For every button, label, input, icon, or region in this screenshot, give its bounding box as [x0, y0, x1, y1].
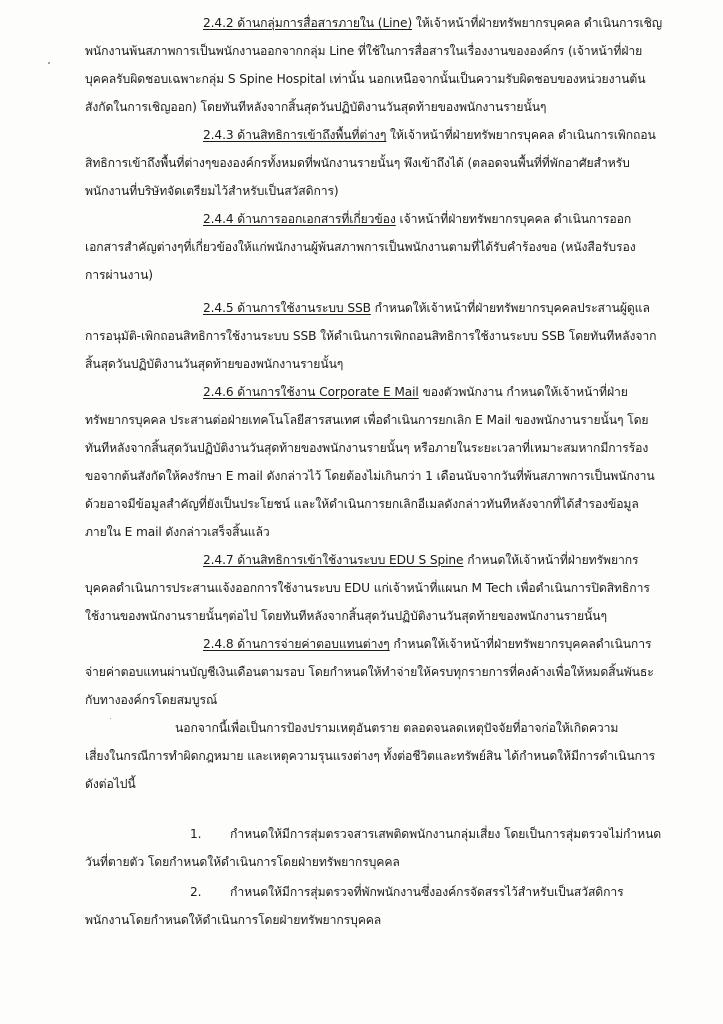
paragraph-line: ภายใน E mail ดังกล่าวเสร็จสิ้นแล้ว: [85, 525, 270, 539]
paragraph-line: ใช้งานของพนักงานรายนั้นๆต่อไป โดยทันทีหลังจากสิ้นสุดวันปฏิบัติงานวันสุดท้ายของพนักงานรายนั้นๆ: [85, 609, 607, 623]
section-text: กำหนดให้เจ้าหน้าที่ฝ่ายทรัพยากร: [463, 553, 639, 567]
section-text: กำหนดให้เจ้าหน้าที่ฝ่ายทรัพยากรบุคคลประสานผู้ดูแล: [370, 301, 650, 315]
paragraph-line: พนักงานที่บริษัทจัดเตรียมไว้สำหรับเป็นสวัสดิการ): [85, 184, 339, 198]
section-text: ของตัวพนักงาน กำหนดให้เจ้าหน้าที่ฝ่าย: [418, 385, 628, 399]
section-2-4-3-first-line: [203, 127, 656, 143]
paragraph-line: ทรัพยากรบุคคล ประสานต่อฝ่ายเทคโนโลยีสารสนเทศ เพื่อดำเนินการยกเลิก E Mail ของพนักงานรายนั้นๆ โดย: [85, 413, 649, 427]
list-item-number: 2.: [190, 885, 202, 899]
paragraph-line: ด้วยอาจมีข้อมูลสำคัญที่ยังเป็นประโยชน์ และให้ดำเนินการยกเลิกอีเมลดังกล่าวทันทีหลังจากที่ได้สำรองข้อมูล: [85, 497, 639, 511]
section-heading: 2.4.7 ด้านสิทธิการเข้าใช้งานระบบ EDU S Spine: [203, 553, 464, 567]
paragraph-line: การผ่านงาน): [85, 268, 153, 282]
section-heading: 2.4.2 ด้านกลุ่มการสื่อสารภายใน (Line): [203, 16, 413, 30]
section-heading: 2.4.3 ด้านสิทธิการเข้าถึงพื้นที่ต่างๆ: [203, 128, 387, 142]
scan-speck: [110, 718, 111, 719]
list-item-first-line: กำหนดให้มีการสุ่มตรวจสารเสพติดพนักงานกลุ่มเสี่ยง โดยเป็นการสุ่มตรวจไม่กำหนด: [230, 827, 662, 841]
paragraph-line: สิ้นสุดวันปฏิบัติงานวันสุดท้ายของพนักงานรายนั้นๆ: [85, 357, 344, 371]
section-heading: 2.4.8 ด้านการจ่ายค่าตอบแทนต่างๆ: [203, 637, 390, 651]
section-heading: 2.4.6 ด้านการใช้งาน Corporate E Mail: [203, 385, 419, 399]
paragraph-line: กับทางองค์กรโดยสมบูรณ์: [85, 693, 218, 707]
section-2-4-2-first-line: [203, 15, 662, 31]
paragraph-line: จ่ายค่าตอบแทนผ่านบัญชีเงินเดือนตามรอบ โดยกำหนดให้ทำจ่ายให้ครบทุกรายการที่คงค้างเพื่อให้หมดสิ้นพันธะ: [85, 665, 654, 679]
list-item-first-line: กำหนดให้มีการสุ่มตรวจที่พักพนักงานซึ่งองค์กรจัดสรรไว้สำหรับเป็นสวัสดิการ: [230, 885, 624, 899]
paragraph-line: พนักงานโดยกำหนดให้ดำเนินการโดยฝ่ายทรัพยากรบุคคล: [85, 913, 382, 927]
intro-first-line: นอกจากนี้เพื่อเป็นการป้องปรามเหตุอันตราย ตลอดจนลดเหตุปัจจัยที่อาจก่อให้เกิดความ: [175, 721, 619, 735]
paragraph-line: สังกัดในการเชิญออก) โดยทันทีหลังจากสิ้นสุดวันปฏิบัติงานวันสุดท้ายของพนักงานรายนั้นๆ: [85, 100, 547, 114]
paragraph-line: ขอจากต้นสังกัดให้คงรักษา E mail ดังกล่าวไว้ โดยต้องไม่เกินกว่า 1 เดือนนับจากวันที่พ้นสภาพการเป็นพนักงาน: [85, 469, 655, 483]
paragraph-line: บุคคลดำเนินการประสานแจ้งออกการใช้งานระบบ EDU แก่เจ้าหน้าที่แผนก M Tech เพื่อดำเนินการปิดสิทธิการ: [85, 581, 650, 595]
section-text: กำหนดให้เจ้าหน้าที่ฝ่ายทรัพยากรบุคคลดำเนินการ: [389, 637, 652, 651]
section-text: เจ้าหน้าที่ฝ่ายทรัพยากรบุคคล ดำเนินการออก: [395, 212, 632, 226]
section-2-4-5-first-line: [203, 300, 650, 316]
paragraph-line: เอกสารสำคัญต่างๆที่เกี่ยวข้องให้แก่พนักงานผู้พ้นสภาพการเป็นพนักงานตามที่ได้รับคำร้องขอ (หนังสือรับรอง: [85, 240, 636, 254]
section-2-4-7-first-line: [203, 552, 638, 568]
section-2-4-6-first-line: [203, 384, 628, 400]
paragraph-line: สิทธิการเข้าถึงพื้นที่ต่างๆขององค์กรทั้งหมดที่พนักงานรายนั้นๆ พึงเข้าถึงได้ (ตลอดจนพื้นที่ที่พักอาศัยสำหรับ: [85, 156, 630, 170]
paragraph-line: เสี่ยงในกรณีการทำผิดกฎหมาย และเหตุความรุนแรงต่างๆ ทั้งต่อชีวิตและทรัพย์สิน ได้กำหนดให้มีการดำเนินการ: [85, 749, 656, 763]
section-heading: 2.4.5 ด้านการใช้งานระบบ SSB: [203, 301, 371, 315]
paragraph-line: ทันทีหลังจากสิ้นสุดวันปฏิบัติงานวันสุดท้ายของพนักงานรายนั้นๆ หรือภายในระยะเวลาที่เหมาะสมหากมีการร้อง: [85, 441, 649, 455]
list-item-number: 1.: [190, 827, 202, 841]
section-text: ให้เจ้าหน้าที่ฝ่ายทรัพยากรบุคคล ดำเนินการเพิกถอน: [386, 128, 656, 142]
paragraph-line: การอนุมัติ-เพิกถอนสิทธิการใช้งานระบบ SSB ให้ดำเนินการเพิกถอนสิทธิการใช้งานระบบ SSB โดยทันทีหลังจาก: [85, 329, 657, 343]
paragraph-line: ดังต่อไปนี้: [85, 777, 136, 791]
section-heading: 2.4.4 ด้านการออกเอกสารที่เกี่ยวข้อง: [203, 212, 396, 226]
section-2-4-4-first-line: [203, 211, 631, 227]
scan-speck: [48, 62, 50, 64]
paragraph-line: วันที่ตายตัว โดยกำหนดให้ดำเนินการโดยฝ่ายทรัพยากรบุคคล: [85, 855, 400, 869]
section-2-4-8-first-line: [203, 636, 651, 652]
paragraph-line: พนักงานพ้นสภาพการเป็นพนักงานออกจากกลุ่ม Line ที่ใช้ในการสื่อสารในเรื่องงานขององค์กร (เจ้าหน้าที่ฝ่าย: [85, 44, 643, 58]
section-text: ให้เจ้าหน้าที่ฝ่ายทรัพยากรบุคคล ดำเนินการเชิญ: [412, 16, 663, 30]
paragraph-line: บุคคลรับผิดชอบเฉพาะกลุ่ม S Spine Hospital เท่านั้น นอกเหนือจากนั้นเป็นความรับผิดชอบของหน่วยงานต้น: [85, 72, 646, 86]
